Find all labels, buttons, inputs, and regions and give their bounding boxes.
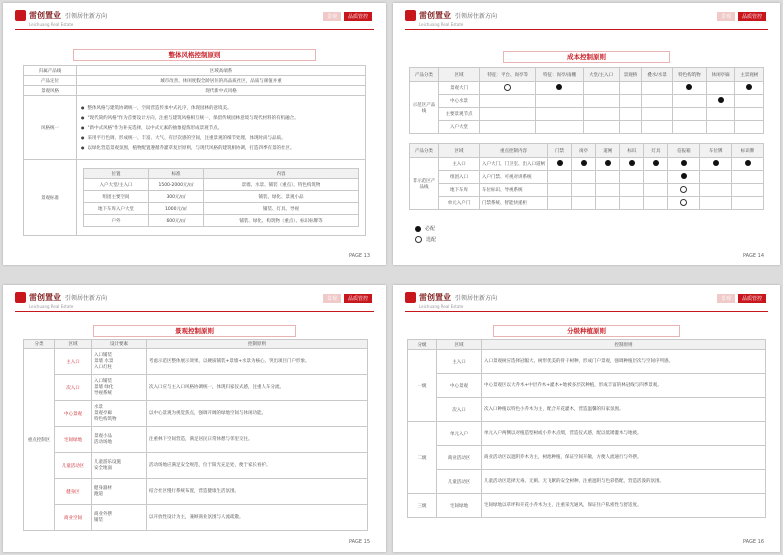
- col-header: 控制原则: [482, 340, 766, 350]
- area-cell: 主要景观节点: [439, 108, 480, 121]
- row-label: 景观标准: [24, 160, 77, 236]
- mark-cell: [620, 158, 644, 171]
- header-tabs: [714, 294, 766, 303]
- col-header: 景观桥: [619, 68, 642, 82]
- col-header: 主景观树: [735, 68, 764, 82]
- mark-cell: [735, 82, 764, 95]
- table-row: [410, 184, 764, 197]
- logo-mark-icon: [15, 10, 26, 21]
- mark-cell: [480, 95, 536, 108]
- page-number: PAGE 13: [348, 253, 370, 259]
- logo-english: Leichuang Real Estate: [29, 304, 74, 309]
- ring-dot-icon: [680, 186, 687, 193]
- grade-cell: 一级: [408, 350, 437, 422]
- bullet-item: ● 采用平行色调，形成统一、丰富、大气、有层次感的空间，注重景观的细节处理，体现时尚与品质。: [81, 133, 361, 143]
- elements-cell: 健身器材 跑道: [92, 479, 147, 505]
- std-position: 组团主要空间: [84, 191, 149, 203]
- standard-row: [84, 179, 359, 191]
- mark-cell: [596, 171, 620, 184]
- std-position: 地下车库入户大堂: [84, 203, 149, 215]
- mark-cell: [706, 121, 735, 134]
- area-cell: 单元入户门: [439, 197, 480, 210]
- table-row: [24, 479, 368, 505]
- elements-cell: 入口铺装 景墙 绿化 导视系统: [92, 375, 147, 401]
- mark-cell: [620, 197, 644, 210]
- table-row: [24, 349, 368, 375]
- mark-cell: [672, 95, 706, 108]
- rule-cell: 商业活动区以遮阴乔木为主，树池种植，保证空间开敞，方便人流通行与外摆。: [482, 446, 766, 470]
- col-header: 区域: [437, 340, 482, 350]
- row-value: 城市改善、休闲度假全龄居住的高品质社区，品质与颜值并重: [77, 76, 366, 86]
- mark-cell: [732, 158, 764, 171]
- row-label: 景观风格: [24, 86, 77, 96]
- col-header: 产品分类: [410, 68, 439, 82]
- mark-cell: [642, 108, 672, 121]
- table-row: [408, 422, 766, 446]
- legend-label: 选配: [426, 237, 437, 243]
- rules-cell: 注重林下空间营造，满足居民日常休憩与邻里交往。: [147, 427, 368, 453]
- mark-cell: [644, 158, 668, 171]
- mark-cell: [672, 82, 706, 95]
- std-standard: 600元/㎡: [149, 215, 204, 227]
- mark-cell: [732, 184, 764, 197]
- category-cell: 示范区产品线: [410, 82, 439, 134]
- logo-text: 雷创置业: [419, 11, 451, 20]
- mark-cell: [668, 158, 700, 171]
- header-tabs: [714, 12, 766, 21]
- mark-cell: [620, 171, 644, 184]
- content-cell: 入户门禁、可视对讲系统: [480, 171, 548, 184]
- table-row: [408, 350, 766, 374]
- page-number: PAGE 15: [348, 539, 370, 545]
- std-standard: 1500-2000元/㎡: [149, 179, 204, 191]
- logo-tagline: 引领居住新方向: [455, 295, 498, 302]
- page-overall-style: [3, 3, 386, 265]
- mark-cell: [642, 95, 672, 108]
- area-cell: 景观大门: [439, 82, 480, 95]
- rule-cell: 中心景观区以大乔木+中层乔木+灌木+地被多层次种植，形成丰富的林冠线与四季景观。: [482, 374, 766, 398]
- page-number: PAGE 14: [742, 253, 764, 259]
- table-row: [410, 82, 764, 95]
- mark-cell: [548, 171, 572, 184]
- row-label: 风格统一: [24, 96, 77, 160]
- filled-dot-icon: [686, 84, 692, 90]
- page-header: [393, 3, 780, 29]
- mark-cell: [700, 171, 732, 184]
- brand-logo: [405, 10, 497, 21]
- filled-dot-icon: [713, 160, 719, 166]
- cost-table-regular: [409, 143, 764, 210]
- mark-cell: [583, 121, 619, 134]
- col-header: 标准: [149, 169, 204, 179]
- mark-cell: [548, 184, 572, 197]
- mark-cell: [583, 82, 619, 95]
- mark-cell: [572, 171, 596, 184]
- table-row: [24, 76, 366, 86]
- area-cell: 主入口: [437, 350, 482, 374]
- mark-cell: [572, 158, 596, 171]
- mark-cell: [672, 121, 706, 134]
- col-header: 门禁: [548, 144, 572, 158]
- mark-cell: [480, 108, 536, 121]
- ring-dot-icon: [504, 84, 511, 91]
- header-divider: [405, 311, 768, 312]
- logo-english: Leichuang Real Estate: [419, 22, 464, 27]
- table-row: [410, 95, 764, 108]
- page-landscape-control: [3, 285, 386, 552]
- standard-header-row: [84, 169, 359, 179]
- mark-cell: [668, 197, 700, 210]
- mark-cell: [583, 95, 619, 108]
- col-header: 位置: [84, 169, 149, 179]
- tab-quality-control: 品质管控: [344, 12, 372, 21]
- row-value: 现代新中式风格: [77, 86, 366, 96]
- row-value: 区域高端系: [77, 66, 366, 76]
- bullet-item: ● 以绿化营造景观氛围，植物配置遵循乔灌草复层原则，与现代风格的建筑相协调，打造四季有景的社区。: [81, 143, 361, 153]
- mark-cell: [619, 121, 642, 134]
- elements-cell: 水景 景观亭廊 特色构筑物: [92, 401, 147, 427]
- grade-cell: 三级: [408, 494, 437, 518]
- category-cell: 重点控制区: [24, 349, 55, 531]
- mark-cell: [732, 197, 764, 210]
- mark-cell: [596, 184, 620, 197]
- standard-row: [84, 191, 359, 203]
- table-row: [24, 86, 366, 96]
- filled-dot-icon: [605, 160, 611, 166]
- legend-optional: [415, 236, 440, 243]
- rule-cell: 儿童活动区选择无毒、无刺、无飞絮的安全树种，注重遮阴与色彩搭配，营造活泼的氛围。: [482, 470, 766, 494]
- table-row: [410, 158, 764, 171]
- rule-cell: 宅间绿地以草坪和开花小乔木为主，注重采光通风，保证住户私密性与舒适度。: [482, 494, 766, 518]
- col-header: 区域: [439, 68, 480, 82]
- section-title: 成本控制原则: [503, 51, 670, 63]
- mark-cell: [536, 95, 583, 108]
- area-cell: 次入口: [437, 398, 482, 422]
- std-standard: 1000元/㎡: [149, 203, 204, 215]
- section-title: 整体风格控制原则: [73, 49, 316, 61]
- rules-cell: 以中心景观为视觉焦点，强调开阔的绿地空间与休闲功能。: [147, 401, 368, 427]
- mark-cell: [732, 171, 764, 184]
- mark-cell: [536, 121, 583, 134]
- elements-cell: 儿童游乐设施 安全地面: [92, 453, 147, 479]
- mark-cell: [572, 184, 596, 197]
- area-cell: 商业活动区: [437, 446, 482, 470]
- mark-cell: [668, 184, 700, 197]
- category-cell: 非示范区产品线: [410, 158, 439, 210]
- mark-cell: [596, 197, 620, 210]
- table-row: [24, 401, 368, 427]
- col-header: 信报箱: [668, 144, 700, 158]
- tab-quality-control: 品质管控: [344, 294, 372, 303]
- mark-cell: [700, 158, 732, 171]
- rules-cell: 结合社区慢行系统布置，营造健康生活氛围。: [147, 479, 368, 505]
- section-title: 景观控制原则: [93, 325, 296, 337]
- col-header: 灯具: [644, 144, 668, 158]
- tab-landscape: 景观: [717, 294, 735, 303]
- col-header: 道闸: [596, 144, 620, 158]
- area-cell: 儿童活动区: [437, 470, 482, 494]
- mark-cell: [572, 197, 596, 210]
- tab-landscape: 景观: [717, 12, 735, 21]
- row-label: 产品定位: [24, 76, 77, 86]
- section-title: 分级种植原则: [493, 325, 680, 337]
- cost-table-demo: [409, 67, 764, 134]
- logo-mark-icon: [405, 292, 416, 303]
- ring-dot-icon: [415, 236, 422, 243]
- col-header: 车位牌: [700, 144, 732, 158]
- table-row: [408, 446, 766, 470]
- bullet-item: ● "现代简约风格"作为首要设计方向，注重与建筑风格相互统一，保留传统园林意境与现代材料的有机融合。: [81, 113, 361, 123]
- mark-cell: [536, 82, 583, 95]
- header-divider: [405, 29, 768, 30]
- elements-cell: 景观小品 活动场地: [92, 427, 147, 453]
- standard-table: [83, 168, 359, 227]
- bullet-item: ● 整体风格与建筑协调统一，空间营造传承中式礼序，体现园林的意境美。: [81, 103, 361, 113]
- area-cell: 入户大堂: [439, 121, 480, 134]
- rule-cell: 次入口种植以特色小乔木为主，配合开花灌木，营造温馨的归家氛围。: [482, 398, 766, 422]
- content-cell: 车位标识、导视系统: [480, 184, 548, 197]
- brand-logo: [15, 292, 107, 303]
- col-header: 区域: [55, 340, 92, 349]
- table-row: [408, 374, 766, 398]
- table-row: [24, 160, 366, 236]
- rule-cell: 单元入户两侧以对植造型树或小乔木点缀，营造仪式感，配以低矮灌木与地被。: [482, 422, 766, 446]
- rules-cell: 考虑示范区整体展示效果，以硬质铺装+景墙+水景为核心，突出项目门户形象。: [147, 349, 368, 375]
- tab-landscape: 景观: [323, 294, 341, 303]
- standard-row: [84, 203, 359, 215]
- col-header: 标识: [620, 144, 644, 158]
- mark-cell: [644, 184, 668, 197]
- filled-dot-icon: [681, 160, 687, 166]
- std-position: 户外: [84, 215, 149, 227]
- col-header: 大堂/主入口: [583, 68, 619, 82]
- area-cell: 组团入口: [439, 171, 480, 184]
- logo-text: 雷创置业: [29, 293, 61, 302]
- tab-quality-control: 品质管控: [738, 12, 766, 21]
- col-header: 产品分类: [410, 144, 439, 158]
- mark-cell: [644, 171, 668, 184]
- filled-dot-icon: [681, 173, 687, 179]
- std-content: 铺装、灯具、导视: [204, 203, 359, 215]
- brand-logo: [405, 292, 497, 303]
- filled-dot-icon: [415, 226, 421, 232]
- filled-dot-icon: [718, 97, 724, 103]
- logo-tagline: 引领居住新方向: [65, 295, 108, 302]
- col-header: 特征：平台、岗亭等: [480, 68, 536, 82]
- col-header: 内容: [204, 169, 359, 179]
- area-cell: 主入口: [439, 158, 480, 171]
- page-header: [3, 285, 386, 311]
- table-header-row: [408, 340, 766, 350]
- bullet-item: ● "新中式风格"作为补充选择，以中式元素的抽象提炼形成景观节点。: [81, 123, 361, 133]
- area-cell: 中心水景: [439, 95, 480, 108]
- page-cost-control: [393, 3, 780, 265]
- logo-text: 雷创置业: [419, 293, 451, 302]
- mark-cell: [619, 95, 642, 108]
- col-header: 重点控制内容: [480, 144, 548, 158]
- design-bullets: [77, 96, 366, 160]
- mark-cell: [536, 108, 583, 121]
- table-row: [410, 121, 764, 134]
- legend-label: 必配: [425, 226, 436, 232]
- mark-cell: [548, 158, 572, 171]
- mark-cell: [706, 82, 735, 95]
- area-cell: 中心景观: [437, 374, 482, 398]
- logo-english: Leichuang Real Estate: [29, 22, 74, 27]
- table-row: [24, 96, 366, 160]
- header-divider: [15, 311, 374, 312]
- table-row: [24, 375, 368, 401]
- area-cell: 商业空间: [55, 505, 92, 531]
- col-header: 标识牌: [732, 144, 764, 158]
- logo-tagline: 引领居住新方向: [65, 13, 108, 20]
- header-divider: [15, 29, 374, 30]
- mark-cell: [480, 121, 536, 134]
- filled-dot-icon: [557, 160, 563, 166]
- page-header: [3, 3, 386, 29]
- std-standard: 300元/㎡: [149, 191, 204, 203]
- area-cell: 地下车库: [439, 184, 480, 197]
- logo-tagline: 引领居住新方向: [455, 13, 498, 20]
- col-header: 岗亭: [572, 144, 596, 158]
- mark-cell: [706, 108, 735, 121]
- col-header: 叠水/水景: [642, 68, 672, 82]
- logo-mark-icon: [405, 10, 416, 21]
- area-cell: 宅间绿地: [55, 427, 92, 453]
- filled-dot-icon: [629, 160, 635, 166]
- table-row: [408, 398, 766, 422]
- page-number: PAGE 16: [742, 539, 764, 545]
- rules-cell: 次入口应与主入口风格协调统一，体现归家仪式感，注重人车分流。: [147, 375, 368, 401]
- legend-required: [415, 225, 439, 232]
- table-row: [410, 108, 764, 121]
- area-cell: 中心景观: [55, 401, 92, 427]
- content-cell: 门禁系统、智能快递柜: [480, 197, 548, 210]
- mark-cell: [480, 82, 536, 95]
- mark-cell: [642, 121, 672, 134]
- logo-english: Leichuang Real Estate: [419, 304, 464, 309]
- filled-dot-icon: [745, 160, 751, 166]
- ring-dot-icon: [680, 199, 687, 206]
- mark-cell: [644, 197, 668, 210]
- table-row: [408, 494, 766, 518]
- mark-cell: [735, 95, 764, 108]
- mark-cell: [620, 184, 644, 197]
- col-header: 区域: [439, 144, 480, 158]
- mark-cell: [583, 108, 619, 121]
- header-tabs: [320, 12, 372, 21]
- logo-mark-icon: [15, 292, 26, 303]
- landscape-table: [23, 339, 368, 531]
- mark-cell: [642, 82, 672, 95]
- table-header-row: [24, 340, 368, 349]
- std-content: 景墙、水景、铺装（重点）、特色构筑物: [204, 179, 359, 191]
- table-row: [24, 453, 368, 479]
- rules-cell: 以开放性设计为主，兼顾商业氛围与人流疏散。: [147, 505, 368, 531]
- mark-cell: [596, 158, 620, 171]
- filled-dot-icon: [581, 160, 587, 166]
- col-header: 控制原则: [147, 340, 368, 349]
- col-header: 分级: [408, 340, 437, 350]
- col-header: 休闲亭廊: [706, 68, 735, 82]
- mark-cell: [672, 108, 706, 121]
- row-label: 归属产品线: [24, 66, 77, 76]
- std-position: 入户大堂/主入口: [84, 179, 149, 191]
- mark-cell: [706, 95, 735, 108]
- table-row: [410, 171, 764, 184]
- filled-dot-icon: [653, 160, 659, 166]
- page-header: [393, 285, 780, 311]
- rule-cell: 入口景观树应选择冠幅大、树形优美的骨干树种，形成门户景观，强调种植层次与空间序列感。: [482, 350, 766, 374]
- table-row: [410, 197, 764, 210]
- planting-table: [407, 339, 766, 518]
- area-cell: 次入口: [55, 375, 92, 401]
- col-header: 特色构筑物: [672, 68, 706, 82]
- table-header-row: [410, 68, 764, 82]
- area-cell: 宅间绿地: [437, 494, 482, 518]
- table-row: [24, 505, 368, 531]
- table-row: [408, 470, 766, 494]
- tab-landscape: 景观: [323, 12, 341, 21]
- elements-cell: 入口铺装 景墙 水景 入口灯柱: [92, 349, 147, 375]
- filled-dot-icon: [556, 84, 562, 90]
- rules-cell: 活动场地应满足安全规范，位于阳光充足处，便于家长看护。: [147, 453, 368, 479]
- tab-quality-control: 品质管控: [738, 294, 766, 303]
- mark-cell: [735, 108, 764, 121]
- elements-cell: 商业外摆 铺装: [92, 505, 147, 531]
- grade-cell: 二级: [408, 422, 437, 494]
- col-header: 分类: [24, 340, 55, 349]
- table-header-row: [410, 144, 764, 158]
- mark-cell: [619, 108, 642, 121]
- mark-cell: [619, 82, 642, 95]
- content-cell: 入户大门、门卫室、出入口道闸: [480, 158, 548, 171]
- mark-cell: [548, 197, 572, 210]
- mark-cell: [700, 184, 732, 197]
- mark-cell: [668, 171, 700, 184]
- style-table: [23, 65, 366, 236]
- standard-row: [84, 215, 359, 227]
- logo-text: 雷创置业: [29, 11, 61, 20]
- col-header: 设计要素: [92, 340, 147, 349]
- table-row: [24, 427, 368, 453]
- header-tabs: [320, 294, 372, 303]
- mark-cell: [735, 121, 764, 134]
- mark-cell: [700, 197, 732, 210]
- std-content: 铺装、绿化、构筑物（重点）、标识标牌等: [204, 215, 359, 227]
- area-cell: 健身区: [55, 479, 92, 505]
- area-cell: 单元入户: [437, 422, 482, 446]
- std-content: 铺装、绿化、景观小品: [204, 191, 359, 203]
- table-row: [24, 66, 366, 76]
- standard-cell: [77, 160, 366, 236]
- brand-logo: [15, 10, 107, 21]
- filled-dot-icon: [746, 84, 752, 90]
- page-planting-grade: [393, 285, 780, 552]
- area-cell: 儿童活动区: [55, 453, 92, 479]
- col-header: 特征：岗亭/雨棚: [536, 68, 583, 82]
- area-cell: 主入口: [55, 349, 92, 375]
